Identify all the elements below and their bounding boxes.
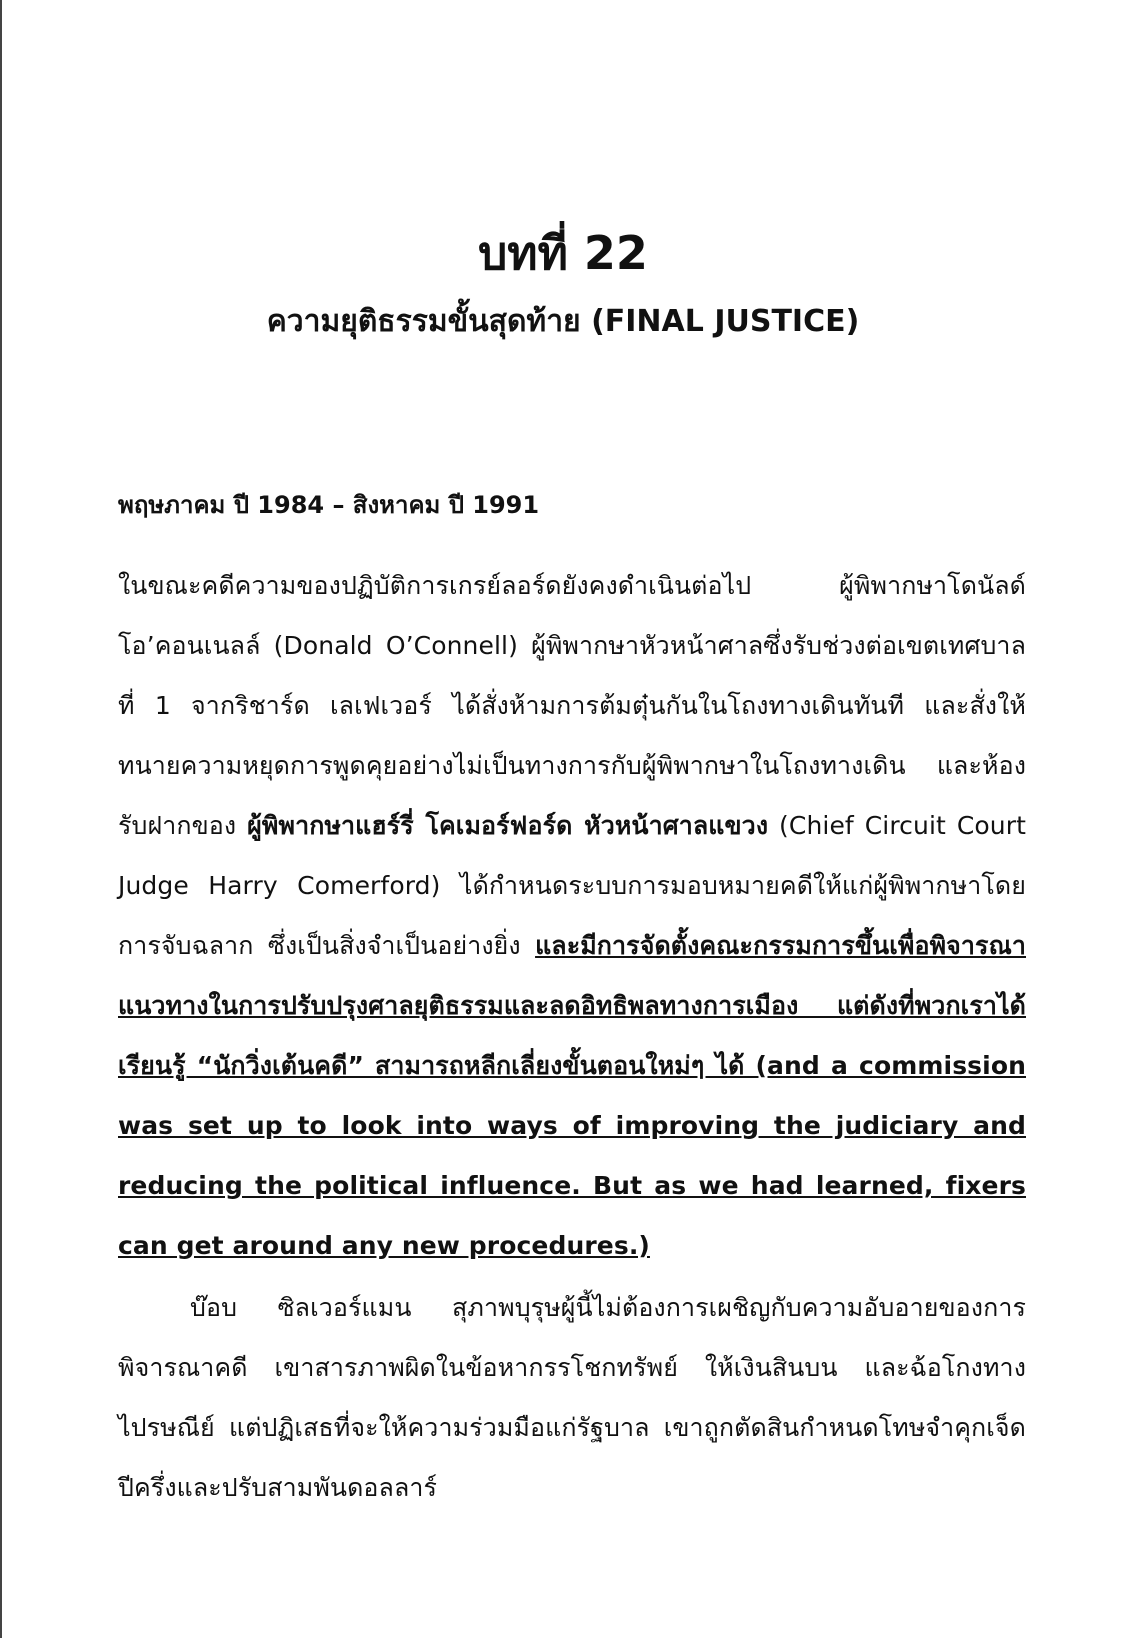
paragraph-1-emphasis: และมีการจัดตั้งคณะกรรมการขึ้นเพื่อพิจารณาแนวทางในการปรับปรุงศาลยุติธรรมและลดอิทธิพลทางการเมือง แต่ดังที่พวกเราได้เรียนรู้ “นักวิ่งเต้นคดี” สามารถหลีกเลี่ยงขั้นตอนใหม่ๆ ได้ (and a commission was set up to look into ways of improving the judiciary and reducing the political influence. But as we had learned, fixers can get around any new procedures.) bbox=[118, 931, 1026, 1260]
chapter-number: บทที่ 22 bbox=[478, 226, 648, 280]
paragraph-1-bold-name: ผู้พิพากษาแฮร์รี่ โคเมอร์ฟอร์ด หัวหน้าศาลแขวง bbox=[247, 811, 769, 840]
section-date-range: พฤษภาคม ปี 1984 – สิงหาคม ปี 1991 bbox=[118, 491, 540, 519]
chapter-title: ความยุติธรรมขั้นสุดท้าย (FINAL JUSTICE) bbox=[266, 304, 860, 339]
body-paragraph-2: บ๊อบ ซิลเวอร์แมน สุภาพบุรุษผู้นี้ไม่ต้องการเผชิญกับความอับอายของการพิจารณาคดี เขาสารภาพผิดในข้อหากรรโชกทรัพย์ ให้เงินสินบน และฉ้อโกงทางไปรษณีย์ แต่ปฏิเสธที่จะให้ความร่วมมือแก่รัฐบาล เขาถูกตัดสินกำหนดโทษจำคุกเจ็ดปีครึ่งและปรับสามพันดอลลาร์ bbox=[118, 1293, 1026, 1502]
paragraph-1-text-part-2: (Chief Circuit Court Judge Harry Comerford) ได้กำหนดระบบการมอบหมายคดีให้แก่ผู้พิพากษาโดยการจับฉลาก ซึ่งเป็นสิ่งจำเป็นอย่างยิ่ง bbox=[118, 811, 1026, 960]
body-paragraph-1 bbox=[118, 556, 1026, 1276]
paragraph-1-text-part-1: ในขณะคดีความของปฏิบัติการเกรย์ลอร์ดยังคงดำเนินต่อไป ผู้พิพากษาโดนัลด์ โอ’คอนเนลล์ (Donald O’Connell) ผู้พิพากษาหัวหน้าศาลซึ่งรับช่วงต่อเขตเทศบาลที่ 1 จากริชาร์ด เลเฟเวอร์ ได้สั่งห้ามการต้มตุ๋นกันในโถงทางเดินทันที และสั่งให้ทนายความหยุดการพูดคุยอย่างไม่เป็นทางการกับผู้พิพากษาในโถงทางเดิน และห้องรับฝากของ bbox=[118, 571, 1026, 840]
